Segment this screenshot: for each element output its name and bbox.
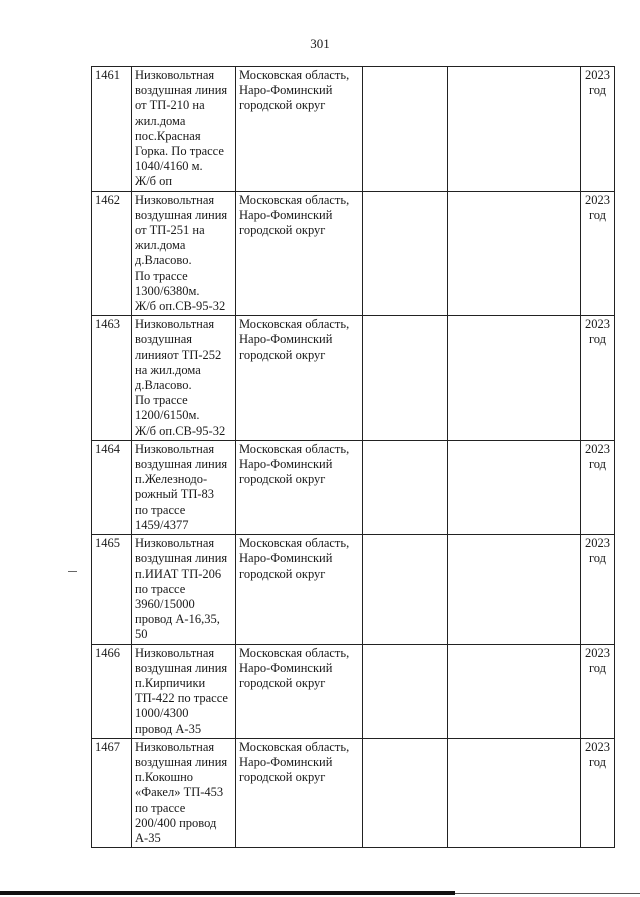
empty-cell <box>363 440 448 534</box>
object-name-cell: Низковольтная воздушная линия п.Железнодо- рожный ТП-83 по трассе 1459/4377 <box>132 440 236 534</box>
table-row <box>92 535 615 644</box>
empty-cell <box>448 316 581 441</box>
empty-cell <box>448 440 581 534</box>
empty-cell <box>363 316 448 441</box>
year-cell: 2023 год <box>581 644 615 738</box>
location-cell: Московская область, Наро-Фоминский городской округ <box>236 191 363 316</box>
empty-cell <box>363 191 448 316</box>
table-row <box>92 738 615 847</box>
empty-cell <box>363 67 448 192</box>
table-row <box>92 316 615 441</box>
empty-cell <box>363 738 448 847</box>
location-cell: Московская область, Наро-Фоминский городской округ <box>236 738 363 847</box>
year-cell: 2023 год <box>581 535 615 644</box>
object-name-cell: Низковольтная воздушная линия п.Кокошно «Факел» ТП-453 по трассе 200/400 провод А-35 <box>132 738 236 847</box>
location-cell: Московская область, Наро-Фоминский городской округ <box>236 440 363 534</box>
object-name-cell: Низковольтная воздушная линия п.Кирпичики ТП-422 по трассе 1000/4300 провод А-35 <box>132 644 236 738</box>
table-row <box>92 440 615 534</box>
scan-edge-line <box>455 893 640 894</box>
object-name-cell: Низковольтная воздушная линия от ТП-251 на жил.дома д.Власово. По трассе 1300/6380м. Ж/б оп.СВ-95-32 <box>132 191 236 316</box>
table-row <box>92 67 615 192</box>
location-cell: Московская область, Наро-Фоминский городской округ <box>236 316 363 441</box>
year-cell: 2023 год <box>581 67 615 192</box>
empty-cell <box>363 644 448 738</box>
year-cell: 2023 год <box>581 316 615 441</box>
location-cell: Московская область, Наро-Фоминский городской округ <box>236 67 363 192</box>
row-number-cell: 1462 <box>92 191 132 316</box>
registry-table <box>91 66 615 848</box>
location-cell: Московская область, Наро-Фоминский городской округ <box>236 535 363 644</box>
empty-cell <box>448 191 581 316</box>
object-name-cell: Низковольтная воздушная линия п.ИИАТ ТП-206 по трассе 3960/15000 провод А-16,35, 50 <box>132 535 236 644</box>
table-row <box>92 191 615 316</box>
year-cell: 2023 год <box>581 738 615 847</box>
row-number-cell: 1463 <box>92 316 132 441</box>
scan-edge-bar <box>0 891 455 895</box>
object-name-cell: Низковольтная воздушная линияот ТП-252 на жил.дома д.Власово. По трассе 1200/6150м. Ж/б оп.СВ-95-32 <box>132 316 236 441</box>
year-cell: 2023 год <box>581 440 615 534</box>
row-number-cell: 1465 <box>92 535 132 644</box>
row-number-cell: 1466 <box>92 644 132 738</box>
empty-cell <box>448 738 581 847</box>
empty-cell <box>448 535 581 644</box>
row-number-cell: 1461 <box>92 67 132 192</box>
table-row <box>92 644 615 738</box>
row-number-cell: 1467 <box>92 738 132 847</box>
location-cell: Московская область, Наро-Фоминский городской округ <box>236 644 363 738</box>
empty-cell <box>363 535 448 644</box>
year-cell: 2023 год <box>581 191 615 316</box>
scan-margin-mark <box>68 571 77 572</box>
row-number-cell: 1464 <box>92 440 132 534</box>
object-name-cell: Низковольтная воздушная линия от ТП-210 на жил.дома пос.Красная Горка. По трассе 1040/4160 м. Ж/б оп <box>132 67 236 192</box>
empty-cell <box>448 67 581 192</box>
page-number: 301 <box>310 36 330 51</box>
empty-cell <box>448 644 581 738</box>
